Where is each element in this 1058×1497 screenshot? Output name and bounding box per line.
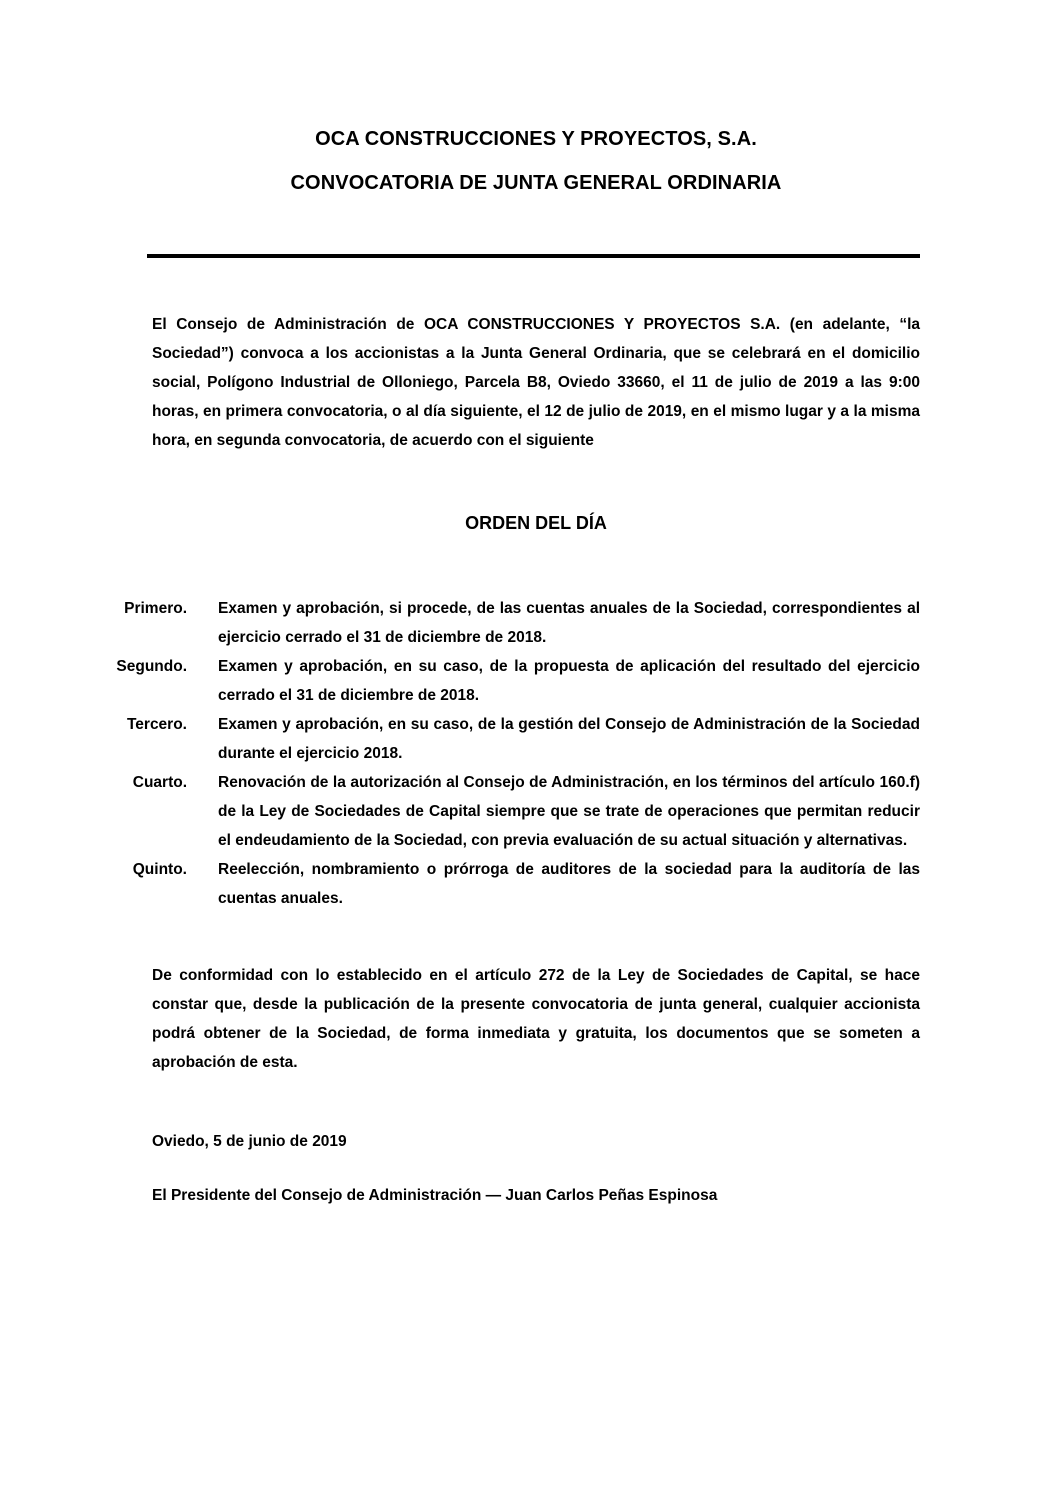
agenda-item <box>100 768 920 855</box>
agenda-item <box>100 594 920 652</box>
agenda-item-label: Segundo. <box>116 658 187 675</box>
agenda-item-text: Examen y aprobación, si procede, de las cuentas anuales de la Sociedad, correspondientes al ejercicio cerrado el 31 de diciembre de 2018. <box>218 600 920 646</box>
agenda-item <box>100 652 920 710</box>
notice-title: CONVOCATORIA DE JUNTA GENERAL ORDINARIA <box>290 172 782 194</box>
agenda-item <box>100 855 920 913</box>
date-line: Oviedo, 5 de junio de 2019 <box>152 1133 347 1150</box>
agenda-item-label: Tercero. <box>126 716 187 733</box>
agenda-item-text: Examen y aprobación, en su caso, de la gestión del Consejo de Administración de la Sociedad durante el ejercicio 2018. <box>218 716 920 762</box>
agenda-item-text: Reelección, nombramiento o prórroga de auditores de la sociedad para la auditoría de las cuentas anuales. <box>218 861 920 907</box>
company-title: OCA CONSTRUCCIONES Y PROYECTOS, S.A. <box>315 128 757 150</box>
signature-line: El Presidente del Consejo de Administración — Juan Carlos Peñas Espinosa <box>152 1187 718 1204</box>
divider-rule <box>147 254 920 258</box>
legal-paragraph: De conformidad con lo establecido en el artículo 272 de la Ley de Sociedades de Capital, se hace constar que, desde la publicación de la presente convocatoria de junta general, cualquier accionista podrá obtener de la Sociedad, de forma inmediata y gratuita, los documentos que se someten a aprobación de esta. <box>152 967 920 1071</box>
agenda-item-text: Examen y aprobación, en su caso, de la propuesta de aplicación del resultado del ejercicio cerrado el 31 de diciembre de 2018. <box>218 658 920 704</box>
agenda-item-text: Renovación de la autorización al Consejo de Administración, en los términos del artículo 160.f) de la Ley de Sociedades de Capital siempre que se trate de operaciones que permitan reducir el endeudamiento de la Sociedad, con previa evaluación de su actual situación y alternativas. <box>218 774 920 849</box>
agenda-item-label: Primero. <box>124 600 187 617</box>
intro-paragraph: El Consejo de Administración de OCA CONSTRUCCIONES Y PROYECTOS S.A. (en adelante, “la Sociedad”) convoca a los accionistas a la Junta General Ordinaria, que se celebrará en el domicilio social, Polígono Industrial de Olloniego, Parcela B8, Oviedo 33660, el 11 de julio de 2019 a las 9:00 horas, en primera convocatoria, o al día siguiente, el 12 de julio de 2019, en el mismo lugar y a la misma hora, en segunda convocatoria, de acuerdo con el siguiente <box>152 316 920 449</box>
agenda-item-label: Quinto. <box>132 861 187 878</box>
agenda-heading: ORDEN DEL DÍA <box>465 513 607 533</box>
agenda-list <box>100 594 920 913</box>
agenda-item <box>100 710 920 768</box>
agenda-item-label: Cuarto. <box>132 774 187 791</box>
